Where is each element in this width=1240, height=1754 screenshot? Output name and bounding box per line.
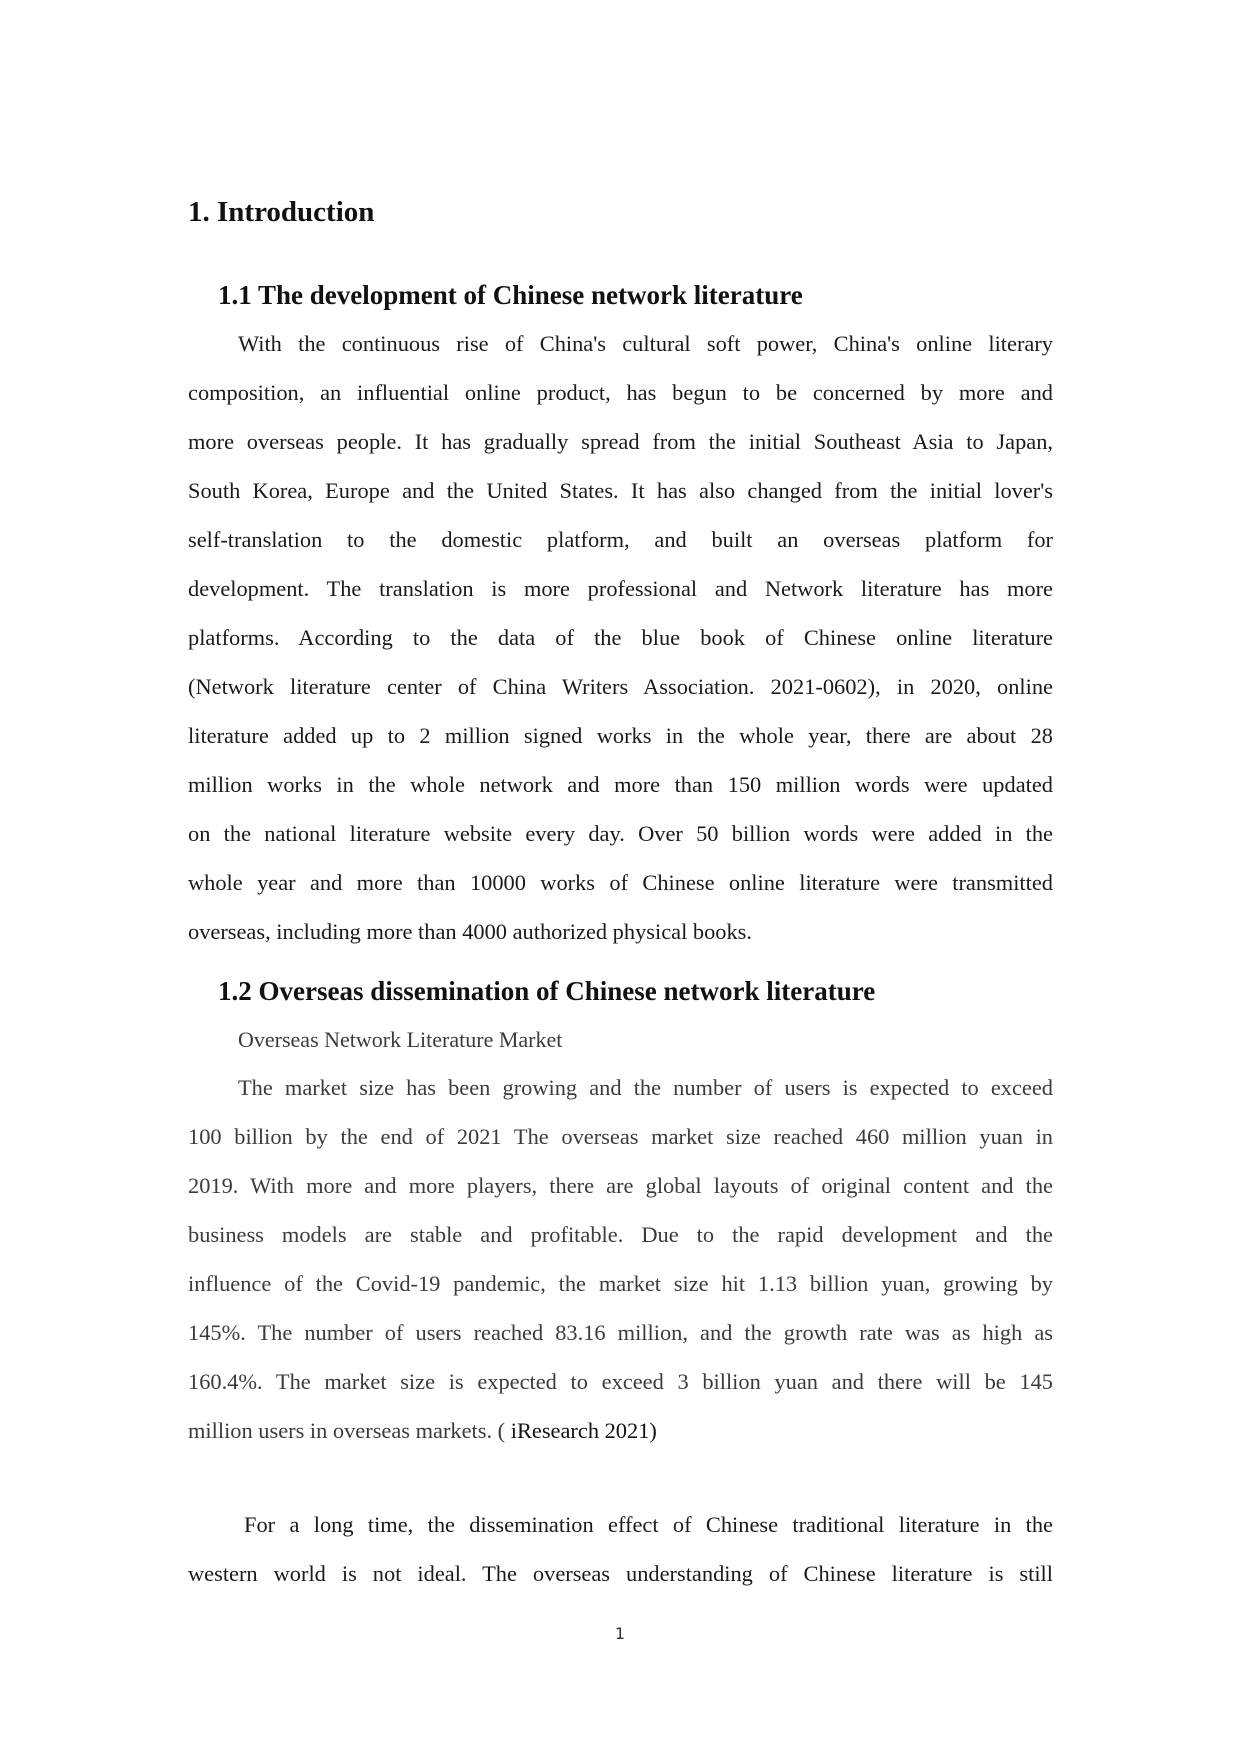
text-line: platforms. According to the data of the blue book of Chinese online literature bbox=[188, 625, 1053, 650]
text-line: on the national literature website every day. Over 50 billion words were added in the bbox=[188, 821, 1053, 846]
text-line: For a long time, the dissemination effect of Chinese traditional literature in the bbox=[244, 1512, 1053, 1537]
text-line: business models are stable and profitable. Due to the rapid development and the bbox=[188, 1222, 1053, 1247]
subsection-label: Overseas Network Literature Market bbox=[238, 1027, 563, 1052]
section-heading-1-1: 1.1 The development of Chinese network literature bbox=[218, 280, 803, 310]
page-number: 1 bbox=[614, 1624, 626, 1643]
text-line: 2019. With more and more players, there are global layouts of original content and the bbox=[188, 1173, 1053, 1198]
text-line: 160.4%. The market size is expected to exceed 3 billion yuan and there will be 145 bbox=[188, 1369, 1053, 1394]
chapter-heading: 1. Introduction bbox=[188, 196, 375, 228]
text-line: composition, an influential online product, has begun to be concerned by more and bbox=[188, 380, 1053, 405]
text-line: million works in the whole network and more than 150 million words were updated bbox=[188, 772, 1053, 797]
text-fragment: million users in overseas markets. ( bbox=[188, 1418, 506, 1443]
section-heading-1-2: 1.2 Overseas dissemination of Chinese network literature bbox=[218, 976, 876, 1006]
section-1-2-paragraph bbox=[188, 1063, 1053, 1455]
text-line: more overseas people. It has gradually spread from the initial Southeast Asia to Japan, bbox=[188, 429, 1053, 454]
text-line bbox=[188, 1406, 1053, 1455]
text-line: South Korea, Europe and the United States. It has also changed from the initial lover's bbox=[188, 478, 1053, 503]
text-line: The market size has been growing and the number of users is expected to exceed bbox=[238, 1075, 1053, 1100]
text-line: overseas, including more than 4000 authorized physical books. bbox=[188, 919, 752, 944]
text-line: western world is not ideal. The overseas understanding of Chinese literature is still bbox=[188, 1561, 1053, 1586]
text-line: whole year and more than 10000 works of Chinese online literature were transmitted bbox=[188, 870, 1053, 895]
following-paragraph bbox=[188, 1500, 1053, 1598]
text-line: 145%. The number of users reached 83.16 million, and the growth rate was as high as bbox=[188, 1320, 1053, 1345]
text-line: development. The translation is more professional and Network literature has more bbox=[188, 576, 1053, 601]
text-line: (Network literature center of China Writers Association. 2021-0602), in 2020, online bbox=[188, 674, 1053, 699]
text-line: self-translation to the domestic platform, and built an overseas platform for bbox=[188, 527, 1053, 552]
section-1-1-paragraph bbox=[188, 319, 1053, 956]
text-line: 100 billion by the end of 2021 The overseas market size reached 460 million yuan in bbox=[188, 1124, 1053, 1149]
text-line: influence of the Covid-19 pandemic, the market size hit 1.13 billion yuan, growing by bbox=[188, 1271, 1053, 1296]
text-line: With the continuous rise of China's cultural soft power, China's online literary bbox=[238, 331, 1053, 356]
citation: iResearch 2021) bbox=[505, 1418, 657, 1443]
text-line: literature added up to 2 million signed works in the whole year, there are about 28 bbox=[188, 723, 1053, 748]
